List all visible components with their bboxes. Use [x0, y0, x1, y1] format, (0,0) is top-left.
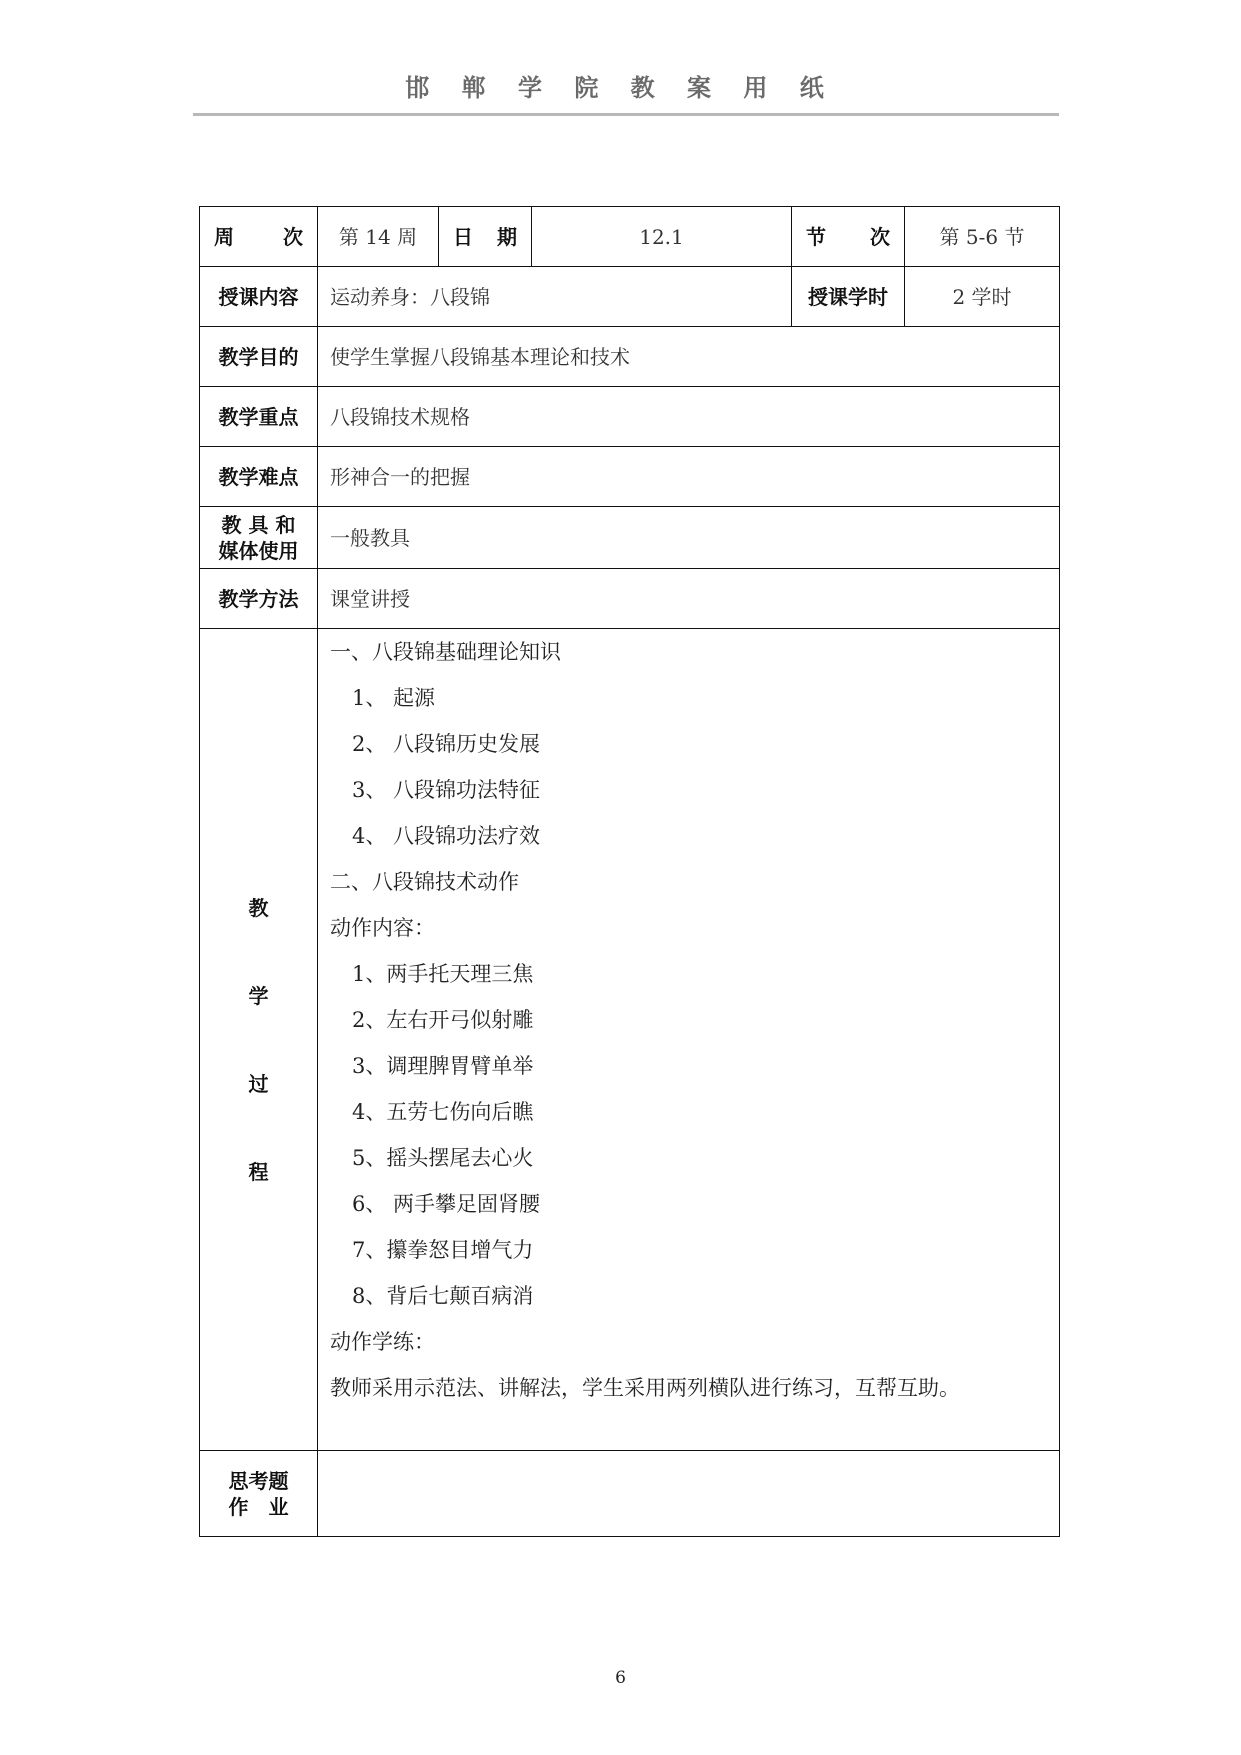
- tools-label-line1: 教 具 和: [221, 512, 296, 537]
- process-line: 1、 起源: [352, 686, 436, 710]
- hours-value: 2 学时: [905, 267, 1060, 327]
- content-label: 授课内容: [200, 267, 318, 327]
- header-divider: [193, 113, 1059, 116]
- difficulties-value: 形神合一的把握: [318, 447, 1060, 507]
- section-value: 第 5-6 节: [905, 207, 1060, 267]
- difficulties-label: 教学难点: [200, 447, 318, 507]
- process-content: [318, 629, 1060, 1451]
- process-line: 1、两手托天理三焦: [352, 962, 534, 986]
- page-header-title: 邯 郸 学 院 教 案 用 纸: [405, 74, 836, 102]
- objective-label: 教学目的: [200, 327, 318, 387]
- row-objective: [200, 327, 1060, 387]
- page-number: 6: [615, 1668, 626, 1688]
- homework-value: [318, 1451, 1060, 1537]
- process-line: 8、背后七颠百病消: [352, 1284, 534, 1308]
- hours-label: 授课学时: [792, 267, 905, 327]
- row-process: [200, 629, 1060, 1451]
- process-line: 一、八段锦基础理论知识: [330, 640, 561, 664]
- process-label-char: 教: [248, 895, 269, 920]
- process-line: 动作内容：: [330, 916, 435, 940]
- date-label-cell: [439, 207, 532, 267]
- section-label-cell: [792, 207, 905, 267]
- objective-value: 使学生掌握八段锦基本理论和技术: [318, 327, 1060, 387]
- homework-label-line1: 思考题: [228, 1468, 289, 1493]
- process-line: 动作学练：: [330, 1330, 435, 1354]
- process-label-char: 过: [248, 1071, 269, 1096]
- process-line: 6、 两手攀足固肾腰: [352, 1192, 541, 1216]
- tools-label-line2: 媒体使用: [218, 538, 299, 563]
- key-points-value: 八段锦技术规格: [318, 387, 1060, 447]
- process-line: 2、左右开弓似射雕: [352, 1008, 534, 1032]
- homework-label-line2: 作 业: [228, 1494, 289, 1519]
- process-line: 4、 八段锦功法疗效: [352, 824, 541, 848]
- process-label-cell: [200, 629, 318, 1451]
- row-content-hours: [200, 267, 1060, 327]
- process-line: 4、五劳七伤向后瞧: [352, 1100, 534, 1124]
- method-label: 教学方法: [200, 569, 318, 629]
- process-label: [200, 895, 317, 1185]
- row-difficulties: [200, 447, 1060, 507]
- week-label-cell: [200, 207, 318, 267]
- lesson-plan-table: [199, 206, 1060, 1537]
- week-value: 第 14 周: [318, 207, 439, 267]
- row-week-date-section: [200, 207, 1060, 267]
- row-method: [200, 569, 1060, 629]
- process-line: 教师采用示范法、讲解法，学生采用两列横队进行练习，互帮互助。: [330, 1376, 960, 1400]
- tools-value: 一般教具: [318, 507, 1060, 569]
- process-label-char: 程: [248, 1159, 269, 1184]
- process-line: 5、摇头摆尾去心火: [352, 1146, 534, 1170]
- process-label-char: 学: [248, 983, 269, 1008]
- method-value: 课堂讲授: [318, 569, 1060, 629]
- content-value: 运动养身：八段锦: [318, 267, 792, 327]
- process-line: 3、 八段锦功法特征: [352, 778, 541, 802]
- row-key-points: [200, 387, 1060, 447]
- week-label: 周 次: [214, 224, 303, 249]
- process-line: 7、攥拳怒目增气力: [352, 1238, 534, 1262]
- process-line: 3、调理脾胃臂单举: [352, 1054, 534, 1078]
- row-homework: [200, 1451, 1060, 1537]
- key-points-label: 教学重点: [200, 387, 318, 447]
- date-value: 12.1: [532, 207, 792, 267]
- tools-label-cell: [200, 507, 318, 569]
- date-label: 日 期: [453, 224, 517, 249]
- process-line: 2、 八段锦历史发展: [352, 732, 541, 756]
- section-label: 节 次: [806, 224, 890, 249]
- homework-label-cell: [200, 1451, 318, 1537]
- process-line: 二、八段锦技术动作: [330, 870, 519, 894]
- row-tools: [200, 507, 1060, 569]
